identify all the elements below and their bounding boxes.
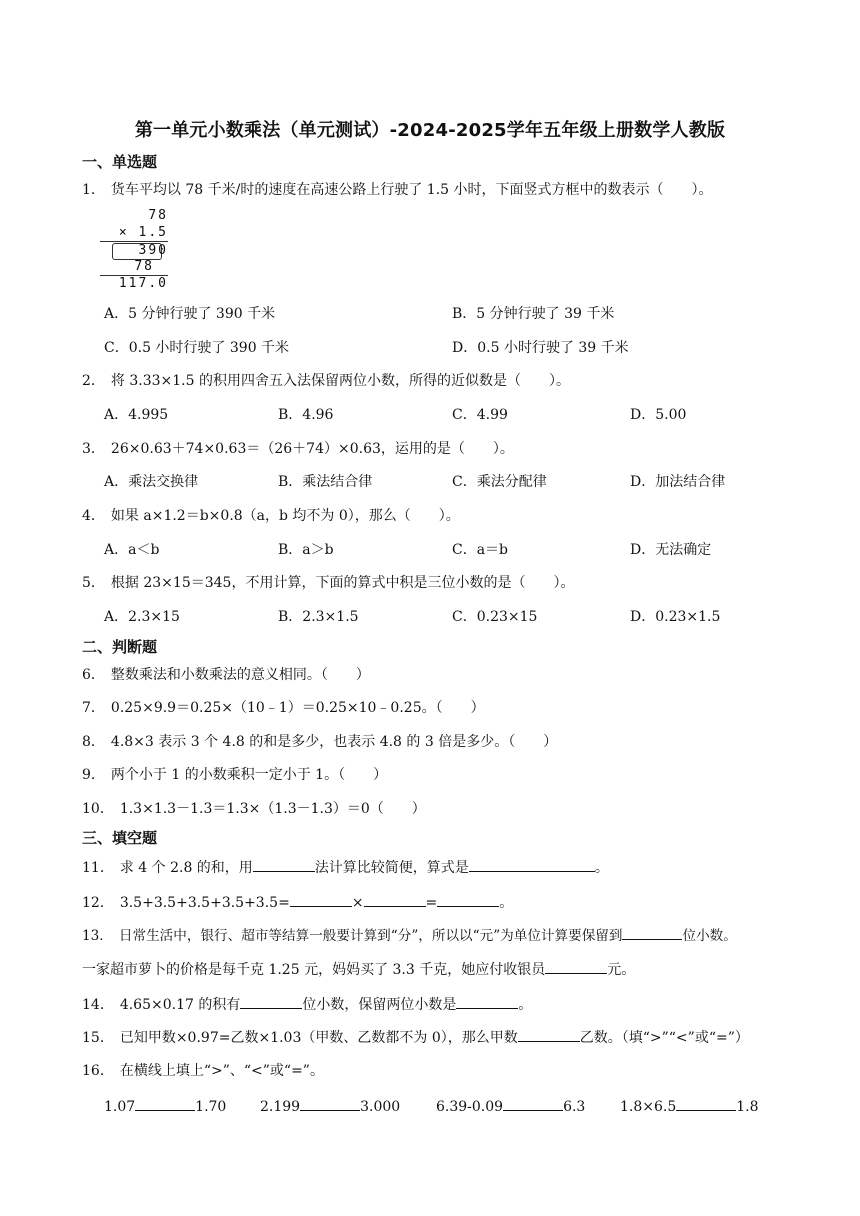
question-16 bbox=[82, 1061, 324, 1081]
question-5 bbox=[82, 573, 574, 593]
question-text: 两个小于 1 的小数乘积一定小于 1。（ ） bbox=[110, 767, 388, 783]
question-text: 货车平均以 78 千米/时的速度在高速公路上行驶了 1.5 小时，下面竖式方框中的数表示（ ）。 bbox=[110, 182, 713, 198]
q2-option-d: D．5.00 bbox=[630, 407, 687, 423]
compare-item-1 bbox=[104, 1096, 226, 1117]
q3-option-b: B．乘法结合律 bbox=[278, 474, 373, 490]
question-text: 26×0.63＋74×0.63＝（26＋74）×0.63，运用的是（ ）。 bbox=[110, 441, 514, 457]
question-number: 13． bbox=[82, 928, 113, 944]
q2-option-c: C．4.99 bbox=[452, 407, 508, 423]
q1-option-c: C．0.5 小时行驶了 390 千米 bbox=[104, 340, 290, 356]
compare-left: 1.8×6.5 bbox=[620, 1099, 677, 1115]
compare-left: 6.39-0.09 bbox=[436, 1099, 504, 1115]
question-text: × bbox=[351, 895, 364, 911]
question-text: 将 3.33×1.5 的积用四舍五入法保留两位小数，所得的近似数是（ ）。 bbox=[110, 373, 570, 389]
question-14 bbox=[82, 994, 532, 1015]
question-1 bbox=[82, 180, 713, 200]
question-number: 16． bbox=[82, 1063, 114, 1079]
question-text: 整数乘法和小数乘法的意义相同。（ ） bbox=[110, 667, 370, 683]
question-number: 11． bbox=[82, 860, 114, 876]
section-heading-single-choice: 一、单选题 bbox=[82, 153, 158, 171]
question-number: 9． bbox=[82, 767, 105, 783]
q5-option-d: D．0.23×1.5 bbox=[630, 609, 721, 625]
question-number: 4． bbox=[82, 508, 105, 524]
compare-right: 3.000 bbox=[360, 1099, 401, 1115]
compare-left: 2.199 bbox=[260, 1099, 301, 1115]
question-11 bbox=[82, 857, 609, 878]
q4-option-a: A．a＜b bbox=[104, 542, 160, 558]
q2-option-a: A．4.995 bbox=[104, 407, 169, 423]
question-text: 4.65×0.17 的积有 bbox=[119, 997, 241, 1013]
question-text: 位小数。 bbox=[682, 928, 737, 944]
q3-option-c: C．乘法分配律 bbox=[452, 474, 547, 490]
question-text: 一家超市萝卜的价格是每千克 1.25 元，妈妈买了 3.3 千克，她应付收银员 bbox=[82, 962, 546, 978]
question-text: 位小数，保留两位小数是 bbox=[302, 997, 457, 1013]
answer-blank[interactable] bbox=[364, 892, 426, 907]
question-text: = bbox=[425, 895, 438, 911]
question-number: 12． bbox=[82, 895, 114, 911]
q5-option-c: C．0.23×15 bbox=[452, 609, 538, 625]
q5-option-a: A．2.3×15 bbox=[104, 609, 180, 625]
question-text: 法计算比较简便，算式是 bbox=[314, 860, 469, 876]
question-text: 。 bbox=[594, 860, 609, 876]
answer-blank[interactable] bbox=[135, 1096, 195, 1111]
compare-item-3 bbox=[436, 1096, 585, 1117]
question-2 bbox=[82, 371, 570, 391]
question-text: 在横线上填上“>”、“<”或“=”。 bbox=[119, 1063, 324, 1079]
question-12 bbox=[82, 892, 513, 913]
question-number: 1． bbox=[82, 182, 105, 198]
compare-right: 1.70 bbox=[195, 1099, 227, 1115]
q4-option-c: C．a＝b bbox=[452, 542, 509, 558]
question-text: 根据 23×15＝345，不用计算，下面的算式中积是三位小数的是（ ）。 bbox=[110, 575, 575, 591]
question-text: 如果 a×1.2＝b×0.8（a，b 均不为 0），那么（ ）。 bbox=[110, 508, 460, 524]
compare-left: 1.07 bbox=[104, 1099, 136, 1115]
calc-partial-1: 390 bbox=[138, 243, 168, 258]
compare-right: 1.8 bbox=[736, 1099, 759, 1115]
answer-blank[interactable] bbox=[437, 892, 499, 907]
question-number: 8． bbox=[82, 734, 105, 750]
question-number: 3． bbox=[82, 441, 105, 457]
calc-rule bbox=[100, 241, 168, 242]
question-number: 6． bbox=[82, 667, 105, 683]
question-text: 3.5+3.5+3.5+3.5+3.5= bbox=[119, 895, 290, 911]
compare-right: 6.3 bbox=[563, 1099, 586, 1115]
q3-option-d: D．加法结合律 bbox=[630, 474, 726, 490]
compare-item-4 bbox=[620, 1096, 759, 1117]
answer-blank[interactable] bbox=[300, 1096, 360, 1111]
question-number: 14． bbox=[82, 997, 114, 1013]
q5-option-b: B．2.3×1.5 bbox=[278, 609, 359, 625]
q1-option-a: A．5 分钟行驶了 390 千米 bbox=[104, 306, 276, 322]
question-15 bbox=[82, 1027, 749, 1048]
calc-multiplicand: 78 bbox=[148, 208, 168, 223]
answer-blank[interactable] bbox=[456, 994, 518, 1009]
answer-blank[interactable] bbox=[469, 857, 595, 872]
question-3 bbox=[82, 439, 514, 459]
q3-option-a: A．乘法交换律 bbox=[104, 474, 199, 490]
question-text: 0.25×9.9＝0.25×（10﹣1）＝0.25×10﹣0.25。（ ） bbox=[110, 700, 485, 716]
question-text: 日常生活中，银行、超市等结算一般要计算到“分”，所以以“元”为单位计算要保留到 bbox=[118, 928, 623, 944]
question-9 bbox=[82, 765, 387, 785]
question-13-continued bbox=[82, 959, 635, 980]
calc-multiplier: × 1.5 bbox=[118, 225, 168, 240]
answer-blank[interactable] bbox=[676, 1096, 736, 1111]
answer-blank[interactable] bbox=[253, 857, 315, 872]
question-text: 4.8×3 表示 3 个 4.8 的和是多少，也表示 4.8 的 3 倍是多少。（ ） bbox=[110, 734, 558, 750]
q1-option-b: B．5 分钟行驶了 39 千米 bbox=[452, 306, 615, 322]
question-4 bbox=[82, 506, 460, 526]
q2-option-b: B．4.96 bbox=[278, 407, 334, 423]
question-text: 元。 bbox=[607, 962, 636, 978]
question-number: 5． bbox=[82, 575, 105, 591]
answer-blank[interactable] bbox=[545, 959, 607, 974]
page-title: 第一单元小数乘法（单元测试）-2024-2025学年五年级上册数学人教版 bbox=[134, 120, 726, 141]
section-heading-fill-blank: 三、填空题 bbox=[82, 829, 158, 847]
question-text: 已知甲数×0.97=乙数×1.03（甲数、乙数都不为 0），那么甲数 bbox=[119, 1030, 518, 1046]
q4-option-b: B．a＞b bbox=[278, 542, 334, 558]
question-13 bbox=[82, 925, 737, 946]
compare-item-2 bbox=[260, 1096, 400, 1117]
question-text: 。 bbox=[499, 895, 514, 911]
q1-option-d: D．0.5 小时行驶了 39 千米 bbox=[452, 340, 629, 356]
question-number: 15． bbox=[82, 1030, 114, 1046]
question-7 bbox=[82, 698, 485, 718]
calc-product: 117.0 bbox=[118, 276, 168, 291]
answer-blank[interactable] bbox=[503, 1096, 563, 1111]
answer-blank[interactable] bbox=[518, 1027, 580, 1042]
question-6 bbox=[82, 665, 370, 685]
answer-blank[interactable] bbox=[290, 892, 352, 907]
question-number: 7． bbox=[82, 700, 105, 716]
question-text: 乙数。（填“>”“<”或“=”） bbox=[579, 1030, 749, 1046]
question-8 bbox=[82, 732, 557, 752]
vertical-multiplication bbox=[98, 208, 178, 292]
question-text: 。 bbox=[518, 997, 533, 1013]
question-number: 10． bbox=[82, 801, 114, 817]
question-text: 1.3×1.3－1.3＝1.3×（1.3－1.3）＝0（ ） bbox=[119, 801, 426, 817]
q4-option-d: D．无法确定 bbox=[630, 542, 712, 558]
calc-partial-2: 78 bbox=[134, 259, 154, 274]
question-text: 求 4 个 2.8 的和，用 bbox=[119, 860, 253, 876]
question-number: 2． bbox=[82, 373, 105, 389]
answer-blank[interactable] bbox=[240, 994, 302, 1009]
question-10 bbox=[82, 799, 426, 819]
section-heading-true-false: 二、判断题 bbox=[82, 638, 158, 656]
answer-blank[interactable] bbox=[622, 925, 682, 940]
